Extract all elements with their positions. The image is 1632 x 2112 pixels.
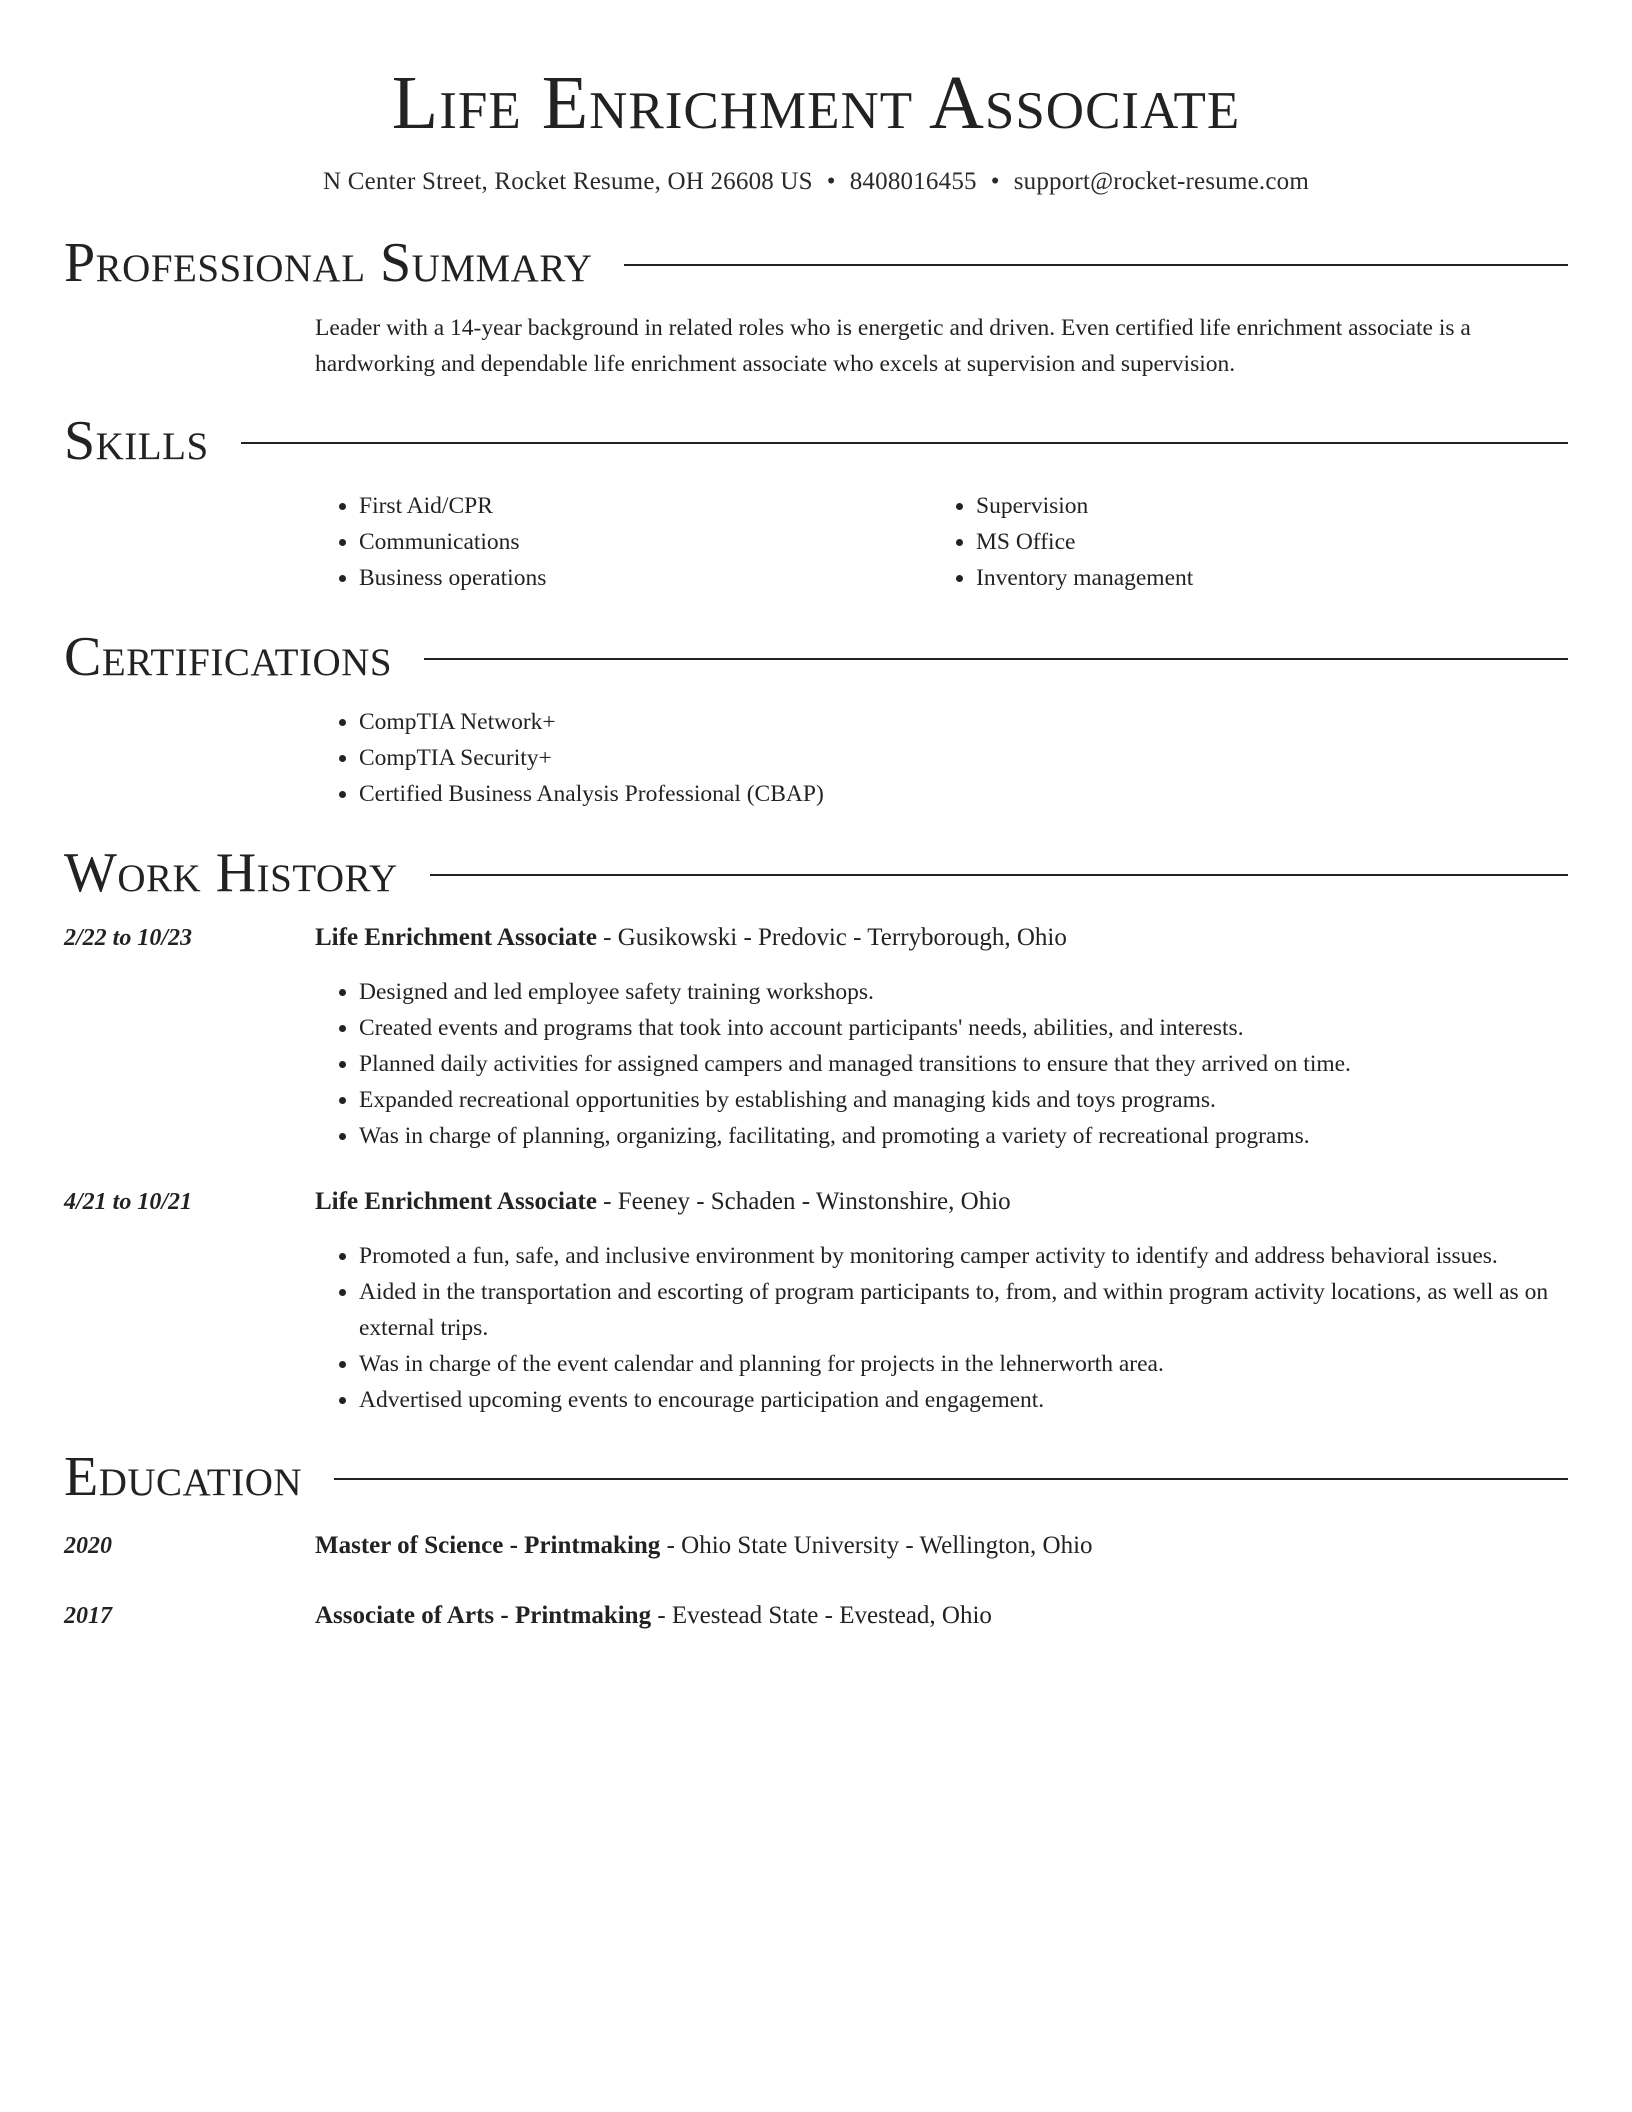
section-divider <box>334 1478 1568 1480</box>
skill-item: • Supervision <box>976 488 1549 524</box>
education-entry <box>64 1598 1568 1634</box>
skill-item: • First Aid/CPR <box>359 488 932 524</box>
resume-page <box>64 0 1568 1634</box>
job-bullet-list <box>315 1238 1568 1418</box>
skill-item: • Inventory management <box>976 560 1549 596</box>
certifications-title: Certifications <box>64 626 393 688</box>
contact-line <box>64 168 1568 196</box>
skills-section-header <box>64 406 1568 476</box>
contact-address: N Center Street, Rocket Resume, OH 26608 US <box>323 168 813 195</box>
job-entry <box>64 1184 1568 1220</box>
certifications-section-header <box>64 622 1568 692</box>
job-heading <box>315 920 1568 956</box>
skills-column-left <box>315 488 932 596</box>
skill-item: • MS Office <box>976 524 1549 560</box>
job-dates: 2/22 to 10/23 <box>64 925 193 951</box>
education-section-header <box>64 1442 1568 1512</box>
education-title: Education <box>64 1446 303 1508</box>
certifications-body <box>315 704 1568 812</box>
job-bullet: • Aided in the transportation and escorting of program participants to, from, and within program activity locations, as well as on external trips. <box>359 1274 1568 1346</box>
work-title: Work History <box>64 842 398 904</box>
job-bullet: • Advertised upcoming events to encourage participation and engagement. <box>359 1382 1568 1418</box>
summary-section-header <box>64 228 1568 298</box>
education-heading <box>315 1598 1568 1634</box>
education-degree: Associate of Arts - Printmaking <box>315 1602 652 1629</box>
spacer <box>64 1154 1568 1184</box>
job-bullet: • Was in charge of planning, organizing, facilitating, and promoting a variety of recreational programs. <box>359 1118 1568 1154</box>
job-employer: - Feeney - Schaden - Winstonshire, Ohio <box>596 1188 1011 1215</box>
education-year: 2017 <box>64 1603 112 1629</box>
job-entry <box>64 920 1568 956</box>
education-year: 2020 <box>64 1533 112 1559</box>
section-divider <box>424 658 1568 660</box>
contact-email: support@rocket-resume.com <box>1013 168 1309 195</box>
certification-item: • CompTIA Security+ <box>359 740 1568 776</box>
job-heading <box>315 1184 1568 1220</box>
education-degree: Master of Science - Printmaking <box>315 1532 661 1559</box>
job-role: Life Enrichment Associate <box>315 1188 597 1215</box>
education-school: - Ohio State University - Wellington, Ohio <box>660 1532 1093 1559</box>
skills-title: Skills <box>64 410 209 472</box>
summary-text: Leader with a 14-year background in related roles who is energetic and driven. Even certified life enrichment associate is a hardworking and dependable life enrichment associate who excels at supervision and supervision. <box>315 315 1471 377</box>
job-bullet: • Designed and led employee safety training workshops. <box>359 974 1568 1010</box>
summary-body <box>315 310 1568 382</box>
job-bullets <box>315 1238 1568 1418</box>
summary-title: Professional Summary <box>64 232 593 294</box>
job-bullet: • Planned daily activities for assigned campers and managed transitions to ensure that they arrived on time. <box>359 1046 1568 1082</box>
certification-item: • CompTIA Network+ <box>359 704 1568 740</box>
certification-item: • Certified Business Analysis Professional (CBAP) <box>359 776 1568 812</box>
certifications-list <box>315 704 1568 812</box>
job-role: Life Enrichment Associate <box>315 924 597 951</box>
section-divider <box>624 264 1568 266</box>
candidate-name: Life Enrichment Associate <box>391 61 1241 145</box>
skills-column-right <box>932 488 1549 596</box>
job-employer: - Gusikowski - Predovic - Terryborough, Ohio <box>596 924 1067 951</box>
section-divider <box>241 442 1568 444</box>
job-bullet: • Expanded recreational opportunities by establishing and managing kids and toys programs. <box>359 1082 1568 1118</box>
education-heading <box>315 1528 1568 1564</box>
job-bullet: • Promoted a fun, safe, and inclusive environment by monitoring camper activity to identify and address behavioral issues. <box>359 1238 1568 1274</box>
job-bullet-list <box>315 974 1568 1154</box>
contact-separator: • <box>826 168 836 195</box>
skills-body <box>315 488 1568 596</box>
contact-separator: • <box>990 168 1000 195</box>
job-bullet: • Created events and programs that took into account participants' needs, abilities, and interests. <box>359 1010 1568 1046</box>
education-entry <box>64 1528 1568 1564</box>
contact-phone: 8408016455 <box>849 168 977 195</box>
job-bullet: • Was in charge of the event calendar and planning for projects in the lehnerworth area. <box>359 1346 1568 1382</box>
education-school: - Evestead State - Evestead, Ohio <box>651 1602 992 1629</box>
skills-list-right <box>932 488 1549 596</box>
section-divider <box>430 874 1568 876</box>
skills-list-left <box>315 488 932 596</box>
skill-item: • Communications <box>359 524 932 560</box>
job-dates: 4/21 to 10/21 <box>64 1189 193 1215</box>
job-bullets <box>315 974 1568 1154</box>
work-section-header <box>64 838 1568 908</box>
skill-item: • Business operations <box>359 560 932 596</box>
skills-grid <box>315 488 1568 596</box>
